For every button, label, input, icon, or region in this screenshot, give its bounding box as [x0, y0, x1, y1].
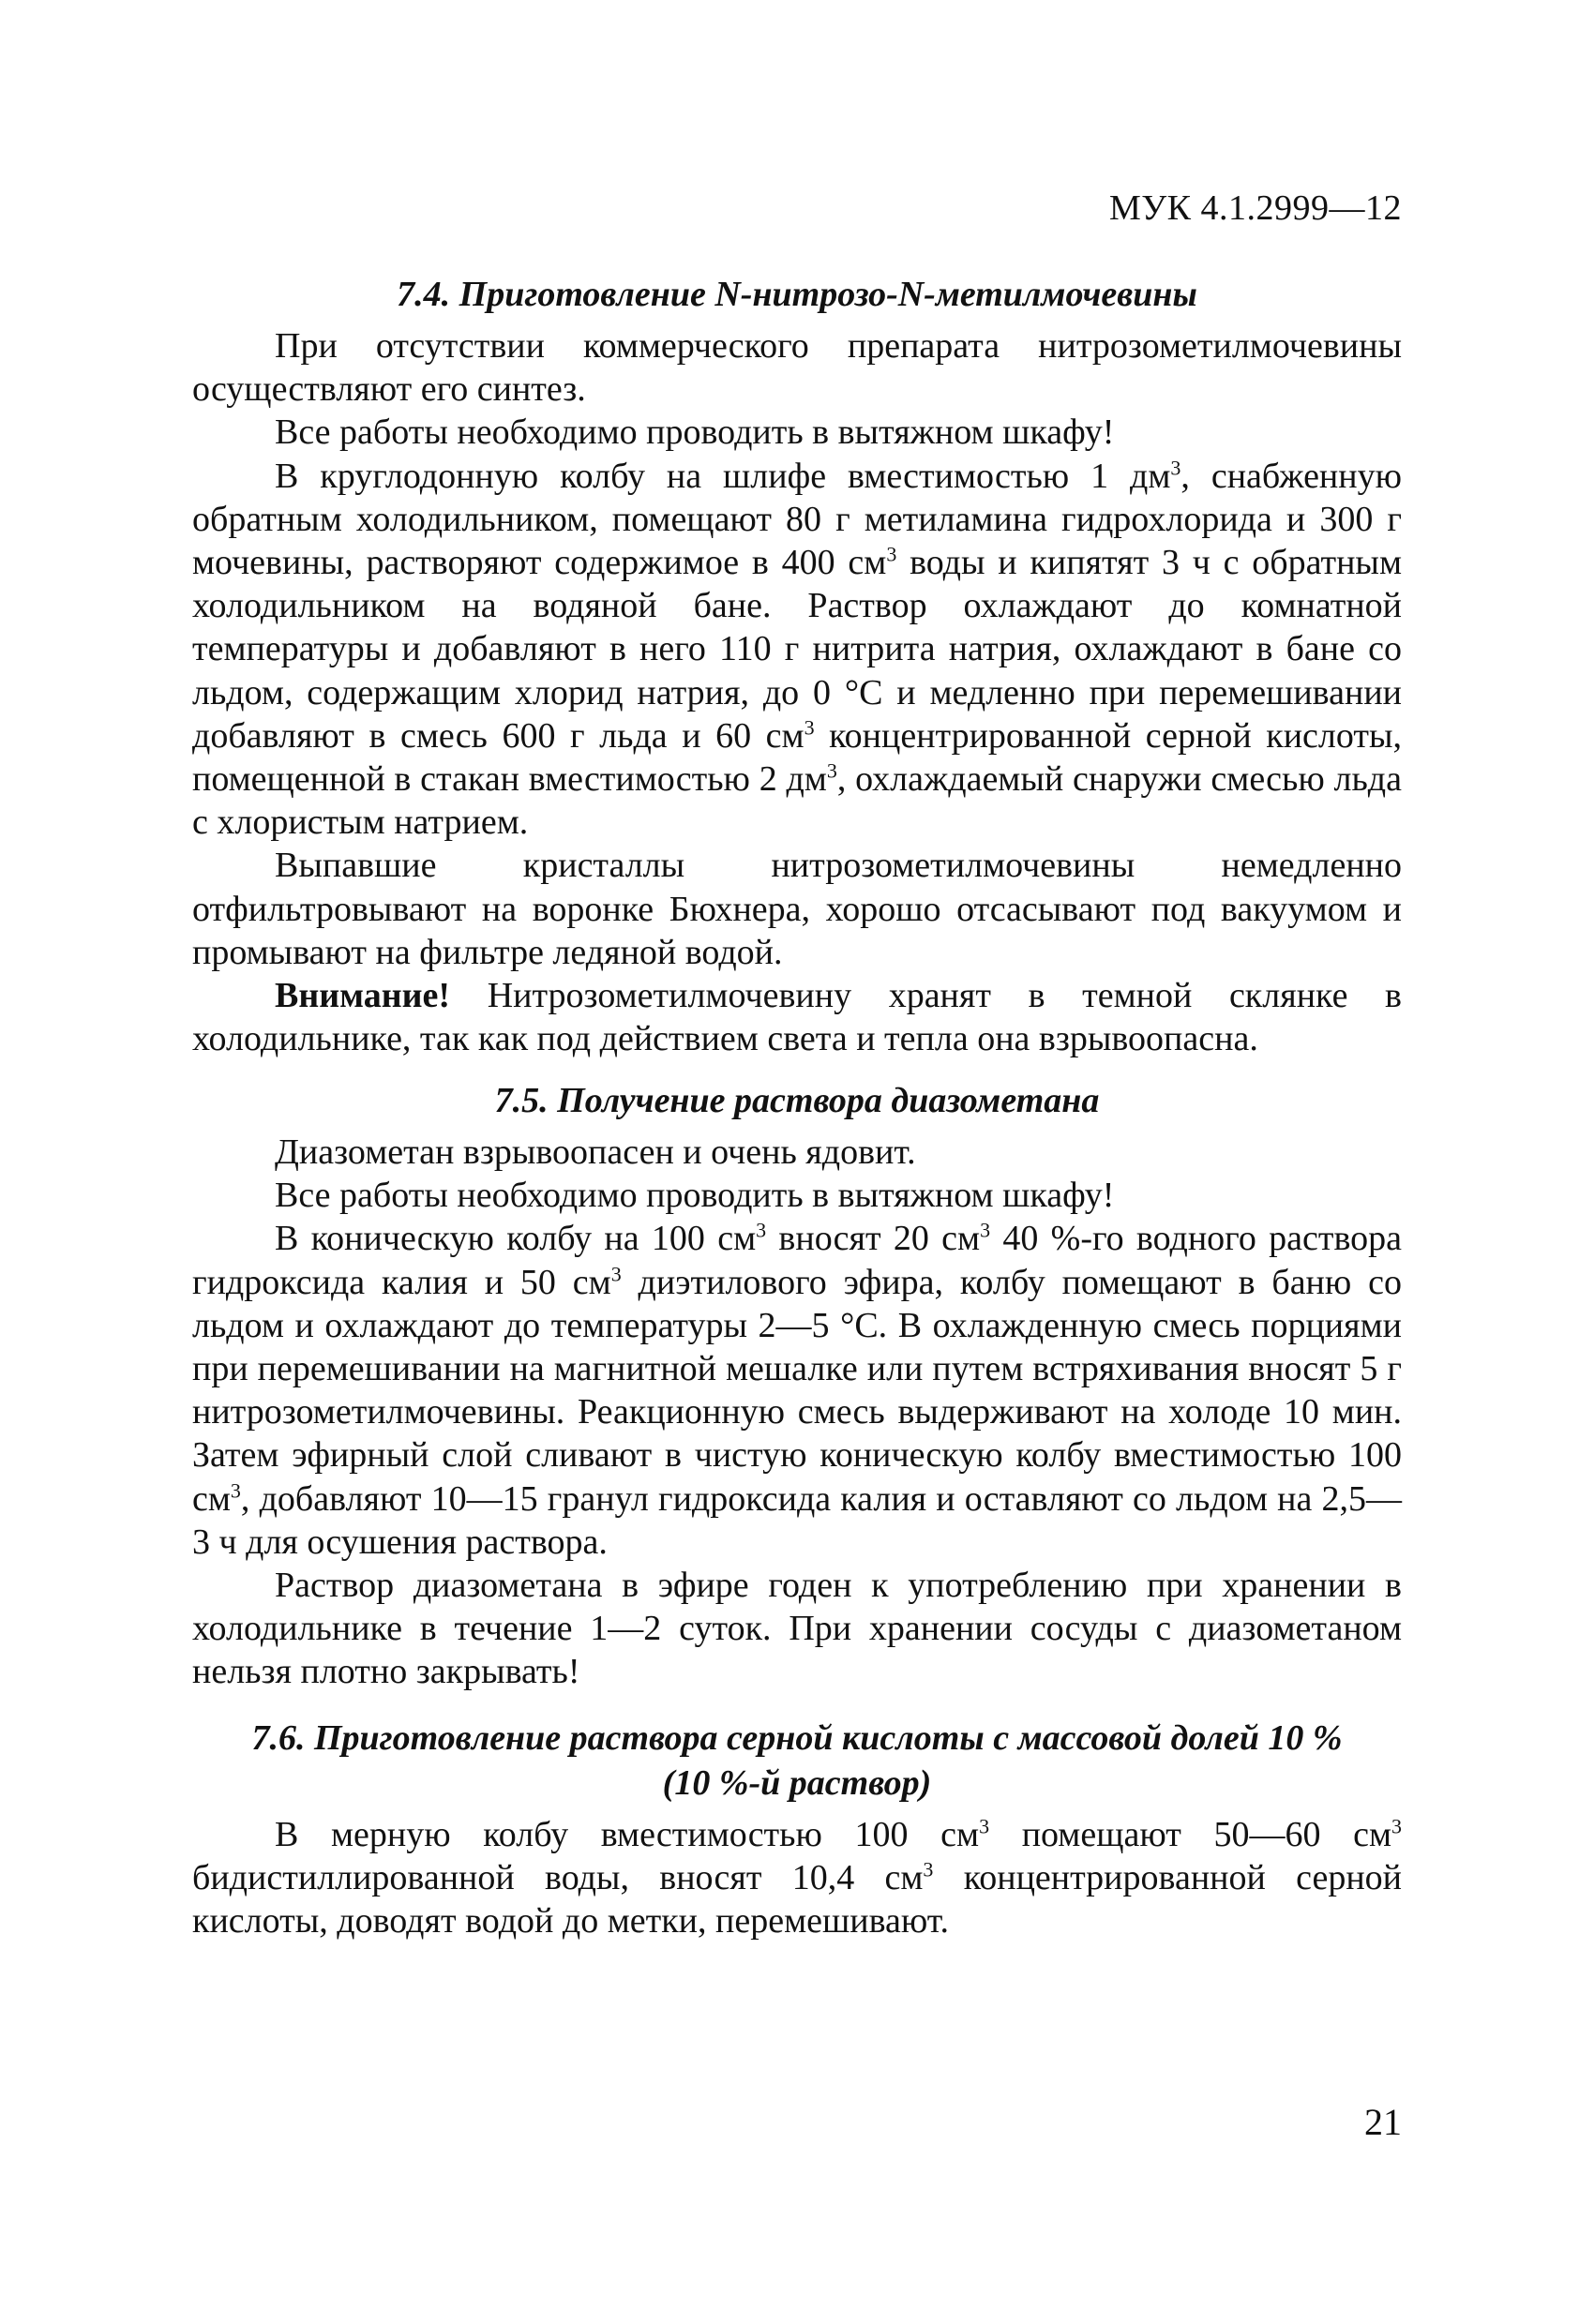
- document-code-header: МУК 4.1.2999—12: [1108, 188, 1402, 228]
- section-7-6: [192, 1716, 1402, 1943]
- paragraph: В мерную колбу вместимостью 100 $см^3$ помещают 50—60 $см^3$ бидистиллированной воды, вносят 10,4 $см^3$ концентрированной серной кислоты, доводят водой до метки, перемешивают.: [192, 1814, 1402, 1942]
- section-title-7-5: 7.5. Получение раствора диазометана: [494, 1081, 1100, 1120]
- paragraph: Все работы необходимо проводить в вытяжном шкафу!: [275, 412, 1115, 453]
- document-page: [192, 0, 1402, 2324]
- section-title-7-6-line1: 7.6. Приготовление раствора серной кислоты с массовой долей 10 %: [251, 1718, 1343, 1758]
- paragraph: В коническую колбу на 100 $см^3$ вносят 20 $см^3$ 40 %-го водного раствора гидроксида калия и 50 $см^3$ диэтилового эфира, колбу помещают в баню со льдом и охлаждают до температуры 2—5 °С. В охлажденную смесь порциями при перемешивании на магнитной мешалке или путем встряхивания вносят 5 г нитрозометилмочевины. Реакционную смесь выдерживают на холоде 10 мин. Затем эфирный слой сливают в чистую коническую колбу вместимостью 100 $см^3$, добавляют 10—15 гранул гидроксида калия и оставляют со льдом на 2,5—3 ч для осушения раствора.: [192, 1218, 1402, 1562]
- paragraph: Диазометан взрывоопасен и очень ядовит.: [275, 1132, 916, 1172]
- section-title-7-4: 7.4. Приготовление N-нитрозо-N-метилмочевины: [397, 275, 1197, 314]
- section-7-5: [192, 1078, 1402, 1694]
- section-title-7-6-line2: (10 %-й раствор): [662, 1763, 932, 1803]
- paragraph: В круглодонную колбу на шлифе вместимостью 1 $дм^3$, снабженную обратным холодильником, помещают 80 г метиламина гидрохлорида и 300 г мочевины, растворяют содержимое в 400 $см^3$ воды и кипятят 3 ч с обратным холодильником на водяной бане. Раствор охлаждают до комнатной температуры и добавляют в него 110 г нитрита натрия, охлаждают в бане со льдом, содержащим хлорид натрия, до 0 °С и медленно при перемешивании добавляют в смесь 600 г льда и 60 $см^3$ концентрированной серной кислоты, помещенной в стакан вместимостью 2 $дм^3$, охлаждаемый снаружи смесью льда с хлористым натрием.: [192, 455, 1402, 843]
- paragraph: Выпавшие кристаллы нитрозометилмочевины немедленно отфильтровывают на воронке Бюхнера, хорошо отсасывают под вакуумом и промывают на фильтре ледяной водой.: [192, 846, 1402, 972]
- paragraph: Раствор диазометана в эфире годен к употреблению при хранении в холодильнике в течение 1—2 суток. При хранении сосуды с диазометаном нельзя плотно закрывать!: [192, 1566, 1402, 1692]
- warning-label: Внимание!: [275, 976, 451, 1016]
- page-number: 21: [1364, 2101, 1402, 2143]
- paragraph: При отсутствии коммерческого препарата нитрозометилмочевины осуществляют его синтез.: [192, 326, 1402, 410]
- warning-paragraph: Внимание! Нитрозометилмочевину хранят в темной склянке в холодильнике, так как под действием света и тепла она взрывоопасна.: [192, 976, 1402, 1059]
- paragraph: Все работы необходимо проводить в вытяжном шкафу!: [275, 1176, 1115, 1216]
- section-7-4: [192, 272, 1402, 1060]
